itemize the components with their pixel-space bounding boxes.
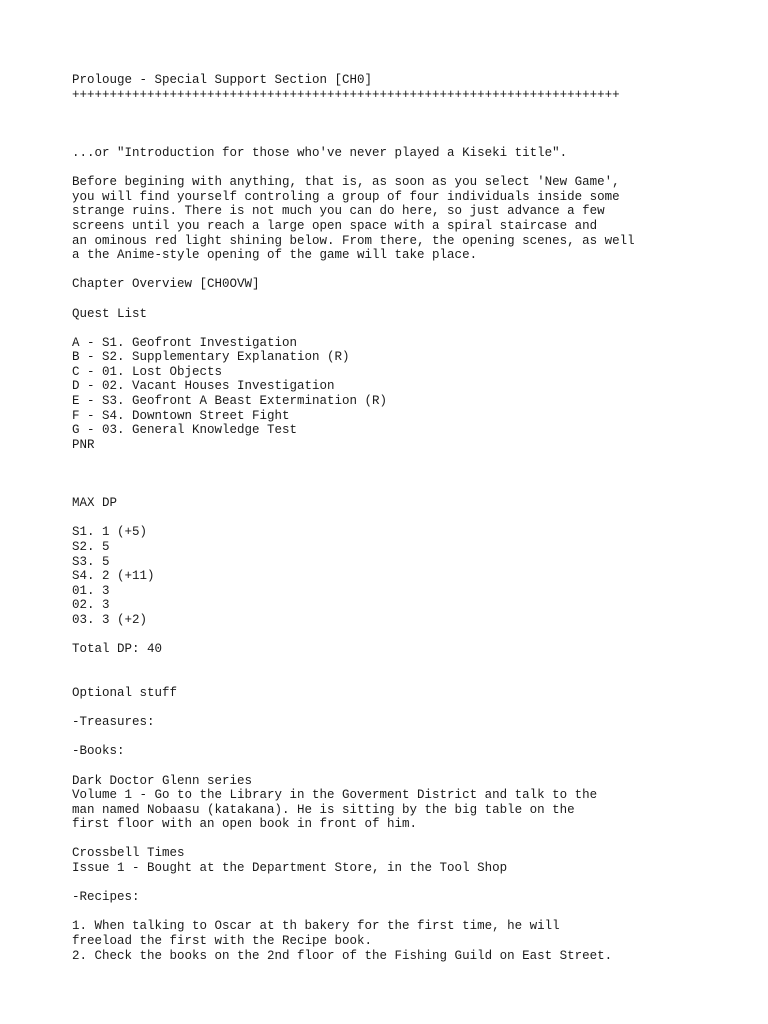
recipe-line: freeload the first with the Recipe book. (72, 934, 373, 949)
quest-item: E - S3. Geofront A Beast Extermination (R) (72, 394, 388, 409)
paragraph-line: screens until you reach a large open space with a spiral staircase and (72, 218, 598, 233)
book-line: man named Nobaasu (katakana). He is sitting by the big table on the (72, 802, 575, 817)
paragraph-line: an ominous red light shining below. From there, the opening scenes, as well (72, 233, 635, 248)
paragraph-line: a the Anime-style opening of the game will take place. (72, 248, 478, 263)
quest-item: B - S2. Supplementary Explanation (R) (72, 350, 350, 365)
document-page (72, 73, 752, 963)
spacer (72, 263, 752, 278)
dp-item: S3. 5 (72, 554, 110, 569)
recipe-line: 2. Check the books on the 2nd floor of the Fishing Guild on East Street. (72, 948, 613, 963)
book-line: first floor with an open book in front of him. (72, 817, 418, 832)
spacer (72, 467, 752, 482)
paragraph-line: Before begining with anything, that is, as soon as you select 'New Game', (72, 175, 620, 190)
section-title: Prolouge - Special Support Section [CH0] (72, 73, 373, 87)
spacer (72, 511, 752, 526)
spacer (72, 905, 752, 920)
dp-item: 02. 3 (72, 598, 110, 613)
books-heading: -Books: (72, 744, 125, 759)
spacer (72, 321, 752, 336)
spacer (72, 876, 752, 891)
recipe-line: 1. When talking to Oscar at th bakery for the first time, he will (72, 919, 560, 934)
paragraph-line: you will find yourself controling a group of four individuals inside some (72, 189, 620, 204)
spacer (72, 657, 752, 672)
dp-item: 03. 3 (+2) (72, 612, 148, 627)
dp-item: 01. 3 (72, 583, 110, 598)
paragraph-line: strange ruins. There is not much you can do here, so just advance a few (72, 204, 605, 219)
spacer (72, 117, 752, 132)
treasures-heading: -Treasures: (72, 715, 155, 730)
spacer (72, 628, 752, 643)
recipes-list (72, 919, 752, 963)
spacer (72, 452, 752, 467)
book-entry (72, 846, 752, 875)
quest-list-heading: Quest List (72, 306, 148, 321)
book-line: Issue 1 - Bought at the Department Store, in the Tool Shop (72, 861, 508, 876)
recipes-heading: -Recipes: (72, 890, 140, 905)
spacer (72, 832, 752, 847)
spacer (72, 102, 752, 117)
spacer (72, 292, 752, 307)
dp-item: S1. 1 (+5) (72, 525, 148, 540)
spacer (72, 482, 752, 497)
intro-subtitle: ...or "Introduction for those who've never played a Kiseki title". (72, 145, 568, 160)
quest-item: D - 02. Vacant Houses Investigation (72, 379, 335, 394)
spacer (72, 671, 752, 686)
dp-item: S4. 2 (+11) (72, 569, 155, 584)
optional-heading: Optional stuff (72, 685, 178, 700)
spacer (72, 131, 752, 146)
book-line: Volume 1 - Go to the Library in the Goverment District and talk to the (72, 788, 598, 803)
spacer (72, 759, 752, 774)
max-dp-heading: MAX DP (72, 496, 118, 511)
book-series-title: Dark Doctor Glenn series (72, 773, 253, 788)
spacer (72, 701, 752, 716)
chapter-overview-heading: Chapter Overview [CH0OVW] (72, 277, 260, 292)
dp-item: S2. 5 (72, 540, 110, 554)
title-rule: +++++++++++++++++++++++++++++++++++++++++++++++++++++++++++++++++++++++++ (72, 87, 620, 102)
spacer (72, 730, 752, 745)
quest-item: F - S4. Downtown Street Fight (72, 408, 290, 423)
book-series-title: Crossbell Times (72, 846, 185, 861)
quest-list-footer: PNR (72, 437, 95, 452)
spacer (72, 161, 752, 176)
intro-paragraph (72, 175, 752, 263)
quest-item: A - S1. Geofront Investigation (72, 335, 298, 350)
total-dp: Total DP: 40 (72, 642, 163, 657)
max-dp-list (72, 525, 752, 627)
quest-item: G - 03. General Knowledge Test (72, 423, 298, 438)
quest-item: C - 01. Lost Objects (72, 364, 223, 379)
book-entry (72, 774, 752, 832)
quest-list (72, 336, 752, 438)
